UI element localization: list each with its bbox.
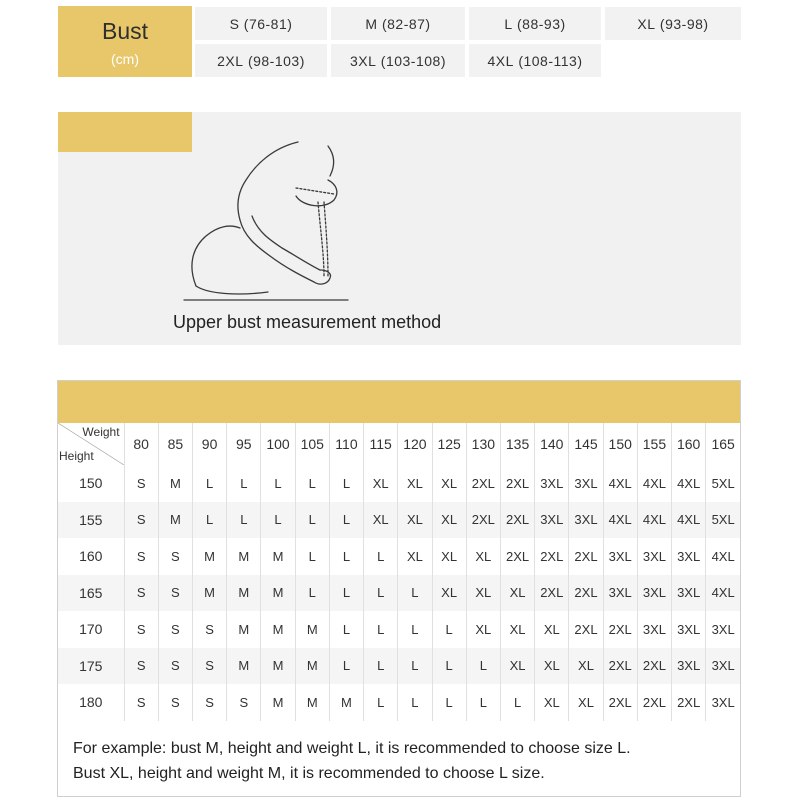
size-cell: L xyxy=(261,502,295,539)
size-cell: XL xyxy=(466,611,500,648)
size-cell: 3XL xyxy=(637,538,671,575)
weight-header-row xyxy=(58,423,740,465)
weight-col-header: 145 xyxy=(569,423,603,465)
size-cell: L xyxy=(295,575,329,612)
size-cell: 2XL xyxy=(500,465,534,502)
size-cell: M xyxy=(329,684,363,721)
size-cell: L xyxy=(364,575,398,612)
size-cell: L xyxy=(432,684,466,721)
size-cell: S xyxy=(158,575,192,612)
table-row xyxy=(58,684,740,721)
size-cell: 3XL xyxy=(706,684,740,721)
size-cell: XL xyxy=(466,575,500,612)
size-cell: 3XL xyxy=(706,648,740,685)
size-cell: 3XL xyxy=(637,575,671,612)
bust-size-xl: XL (93-98) xyxy=(605,7,741,40)
size-cell: M xyxy=(295,684,329,721)
size-cell: 3XL xyxy=(672,611,706,648)
size-cell: 2XL xyxy=(535,575,569,612)
size-cell: 3XL xyxy=(535,465,569,502)
size-cell: 5XL xyxy=(706,465,740,502)
size-cell: 2XL xyxy=(672,684,706,721)
size-cell: L xyxy=(329,575,363,612)
size-cell: 3XL xyxy=(637,611,671,648)
size-cell: XL xyxy=(432,538,466,575)
size-cell: L xyxy=(227,465,261,502)
table-row xyxy=(58,502,740,539)
size-cell: S xyxy=(192,684,226,721)
weight-col-header: 85 xyxy=(158,423,192,465)
size-cell: XL xyxy=(432,575,466,612)
bust-size-m: M (82-87) xyxy=(331,7,465,40)
size-cell: 2XL xyxy=(603,611,637,648)
size-cell: S xyxy=(158,538,192,575)
size-cell: L xyxy=(295,502,329,539)
size-cell: 2XL xyxy=(637,684,671,721)
weight-axis-label: Weight xyxy=(82,425,120,439)
size-cell: M xyxy=(261,611,295,648)
size-cell: 2XL xyxy=(569,611,603,648)
size-cell: M xyxy=(295,648,329,685)
weight-col-header: 120 xyxy=(398,423,432,465)
weight-col-header: 90 xyxy=(192,423,226,465)
table-row xyxy=(58,575,740,612)
measurement-caption: Upper bust measurement method xyxy=(173,312,442,332)
weight-col-header: 155 xyxy=(637,423,671,465)
bust-size-3xl: 3XL (103-108) xyxy=(331,44,465,77)
weight-col-header: 160 xyxy=(672,423,706,465)
weight-col-header: 125 xyxy=(432,423,466,465)
size-cell: L xyxy=(192,465,226,502)
size-cell: 2XL xyxy=(603,648,637,685)
size-cell: 2XL xyxy=(500,538,534,575)
size-cell: S xyxy=(158,684,192,721)
size-cell: M xyxy=(261,538,295,575)
size-cell: S xyxy=(124,611,158,648)
size-cell: M xyxy=(261,648,295,685)
size-cell: S xyxy=(158,648,192,685)
height-row-header: 165 xyxy=(58,575,124,612)
weight-col-header: 95 xyxy=(227,423,261,465)
size-cell: 2XL xyxy=(466,465,500,502)
height-row-header: 155 xyxy=(58,502,124,539)
size-cell: 4XL xyxy=(706,575,740,612)
size-cell: M xyxy=(295,611,329,648)
table-row xyxy=(58,465,740,502)
size-cell: 4XL xyxy=(672,465,706,502)
weight-col-header: 80 xyxy=(124,423,158,465)
bust-size-l: L (88-93) xyxy=(469,7,601,40)
height-row-header: 160 xyxy=(58,538,124,575)
woman-measuring-tape-icon xyxy=(178,136,378,306)
size-cell: XL xyxy=(398,502,432,539)
size-cell: L xyxy=(398,684,432,721)
size-cell: M xyxy=(227,575,261,612)
size-cell: L xyxy=(466,648,500,685)
height-row-header: 170 xyxy=(58,611,124,648)
size-cell: M xyxy=(158,502,192,539)
size-cell: XL xyxy=(500,575,534,612)
bust-size-4xl: 4XL (108-113) xyxy=(469,44,601,77)
size-cell: L xyxy=(295,538,329,575)
size-cell: 3XL xyxy=(535,502,569,539)
size-cell: S xyxy=(227,684,261,721)
bust-title: Bust xyxy=(101,18,149,44)
size-cell: S xyxy=(124,684,158,721)
chart-note-2: Bust XL, height and weight M, it is recommended to choose L size. xyxy=(73,765,545,782)
size-cell: XL xyxy=(432,502,466,539)
size-cell: 3XL xyxy=(672,648,706,685)
size-cell: 3XL xyxy=(706,611,740,648)
size-cell: XL xyxy=(398,538,432,575)
weight-col-header: 110 xyxy=(329,423,363,465)
size-cell: 2XL xyxy=(535,538,569,575)
size-cell: S xyxy=(158,611,192,648)
weight-col-header: 130 xyxy=(466,423,500,465)
corner-cell xyxy=(58,423,124,465)
size-cell: 4XL xyxy=(637,502,671,539)
bust-size-2xl: 2XL (98-103) xyxy=(195,44,327,77)
weight-col-header: 140 xyxy=(535,423,569,465)
size-cell: XL xyxy=(364,502,398,539)
size-cell: L xyxy=(500,684,534,721)
size-cell: XL xyxy=(500,611,534,648)
size-cell: XL xyxy=(500,648,534,685)
size-cell: 4XL xyxy=(706,538,740,575)
size-cell: 2XL xyxy=(569,575,603,612)
size-chart-body xyxy=(58,465,740,721)
table-row xyxy=(58,648,740,685)
size-chart-header-band xyxy=(58,381,740,423)
size-cell: S xyxy=(124,538,158,575)
size-cell: M xyxy=(158,465,192,502)
size-cell: S xyxy=(124,502,158,539)
table-row xyxy=(58,538,740,575)
weight-col-header: 100 xyxy=(261,423,295,465)
size-cell: 2XL xyxy=(500,502,534,539)
size-cell: 5XL xyxy=(706,502,740,539)
height-row-header: 150 xyxy=(58,465,124,502)
size-cell: XL xyxy=(569,684,603,721)
size-cell: XL xyxy=(364,465,398,502)
weight-col-header: 115 xyxy=(364,423,398,465)
size-cell: L xyxy=(398,575,432,612)
size-cell: L xyxy=(398,648,432,685)
size-cell: 4XL xyxy=(603,465,637,502)
size-cell: S xyxy=(124,465,158,502)
height-row-header: 175 xyxy=(58,648,124,685)
size-cell: 3XL xyxy=(672,575,706,612)
weight-col-header: 135 xyxy=(500,423,534,465)
size-cell: S xyxy=(124,648,158,685)
size-cell: L xyxy=(432,648,466,685)
size-cell: M xyxy=(261,575,295,612)
weight-col-header: 150 xyxy=(603,423,637,465)
size-cell: M xyxy=(192,575,226,612)
size-cell: M xyxy=(192,538,226,575)
size-cell: M xyxy=(261,684,295,721)
size-cell: S xyxy=(124,575,158,612)
size-cell: 4XL xyxy=(637,465,671,502)
size-cell: L xyxy=(398,611,432,648)
size-cell: L xyxy=(192,502,226,539)
size-cell: 2XL xyxy=(603,684,637,721)
bust-unit: (cm) xyxy=(111,51,139,67)
size-cell: L xyxy=(295,465,329,502)
bust-label xyxy=(58,6,192,77)
size-cell: L xyxy=(329,465,363,502)
size-cell: M xyxy=(227,648,261,685)
size-cell: XL xyxy=(569,648,603,685)
size-cell: 3XL xyxy=(672,538,706,575)
size-cell: M xyxy=(227,538,261,575)
size-cell: XL xyxy=(398,465,432,502)
size-cell: 2XL xyxy=(466,502,500,539)
height-row-header: 180 xyxy=(58,684,124,721)
size-cell: L xyxy=(432,611,466,648)
size-cell: 4XL xyxy=(672,502,706,539)
size-cell: L xyxy=(329,648,363,685)
bust-size-s: S (76-81) xyxy=(195,7,327,40)
size-chart-table xyxy=(58,423,740,721)
size-cell: L xyxy=(329,611,363,648)
size-cell: L xyxy=(329,502,363,539)
size-cell: M xyxy=(227,611,261,648)
size-cell: S xyxy=(192,648,226,685)
size-cell: 3XL xyxy=(569,502,603,539)
weight-col-header: 105 xyxy=(295,423,329,465)
size-cell: L xyxy=(364,684,398,721)
size-cell: L xyxy=(466,684,500,721)
measurement-tab xyxy=(58,112,192,152)
size-cell: L xyxy=(364,611,398,648)
size-cell: L xyxy=(227,502,261,539)
size-cell: XL xyxy=(535,684,569,721)
size-cell: XL xyxy=(535,611,569,648)
size-cell: L xyxy=(364,538,398,575)
size-cell: 3XL xyxy=(569,465,603,502)
size-cell: 3XL xyxy=(603,575,637,612)
size-cell: 2XL xyxy=(569,538,603,575)
size-cell: 3XL xyxy=(603,538,637,575)
size-cell: XL xyxy=(466,538,500,575)
size-cell: L xyxy=(329,538,363,575)
size-cell: 4XL xyxy=(603,502,637,539)
chart-note-1: For example: bust M, height and weight L, it is recommended to choose size L. xyxy=(73,740,631,757)
size-cell: L xyxy=(261,465,295,502)
weight-col-header: 165 xyxy=(706,423,740,465)
size-cell: L xyxy=(364,648,398,685)
size-cell: XL xyxy=(432,465,466,502)
size-cell: XL xyxy=(535,648,569,685)
table-row xyxy=(58,611,740,648)
height-axis-label: Height xyxy=(59,449,94,463)
size-cell: S xyxy=(192,611,226,648)
size-cell: 2XL xyxy=(637,648,671,685)
